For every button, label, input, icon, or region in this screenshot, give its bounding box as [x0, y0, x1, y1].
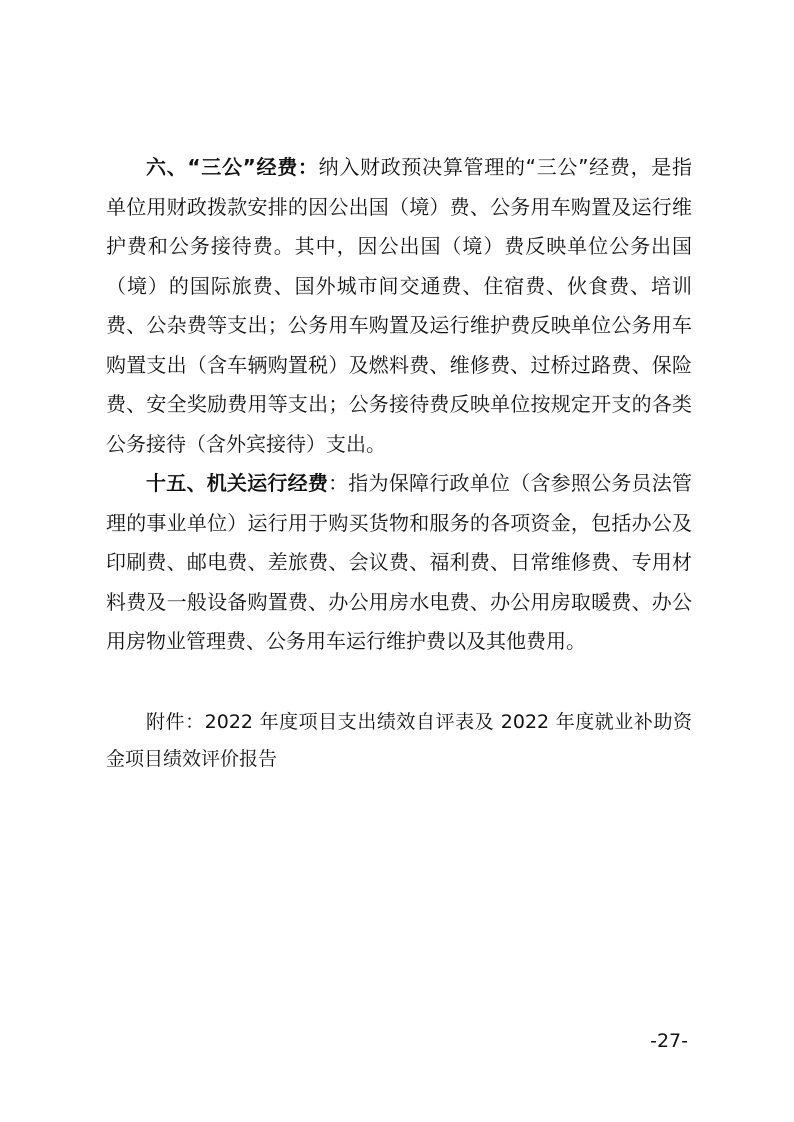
paragraph-heading: 十五、机关运行经费 [146, 471, 329, 495]
paragraph-heading: 六、“三公”经费： [146, 155, 319, 179]
paragraph-text: 纳入财政预决算管理的“三公”经费，是指单位用财政拨款安排的因公出国（境）费、公务用车购置及运行维护费和公务接待费。其中，因公出国（境）费反映单位公务出国（境）的国际旅费、国外城市间交通费、住宿费、伙食费、培训费、公杂费等支出；公务用车购置及运行维护费反映单位公务用车购置支出（含车辆购置税）及燃料费、维修费、过桥过路费、保险费、安全奖励费用等支出；公务接待费反映单位按规定开支的各类公务接待（含外宾接待）支出。 [106, 155, 692, 456]
paragraph-operating-expenses [106, 464, 692, 662]
paragraph-three-public-expenses [106, 148, 692, 464]
attachment-note: 附件：2022 年度项目支出绩效自评表及 2022 年度就业补助资金项目绩效评价报告 [106, 711, 692, 770]
paragraph-text: ：指为保障行政单位（含参照公务员法管理的事业单位）运行用于购买货物和服务的各项资金，包括办公及印刷费、邮电费、差旅费、会议费、福利费、日常维修费、专用材料费及一般设备购置费、办公用房水电费、办公用房取暖费、办公用房物业管理费、公务用车运行维护费以及其他费用。 [106, 471, 693, 653]
page-number: -27- [650, 1030, 688, 1052]
